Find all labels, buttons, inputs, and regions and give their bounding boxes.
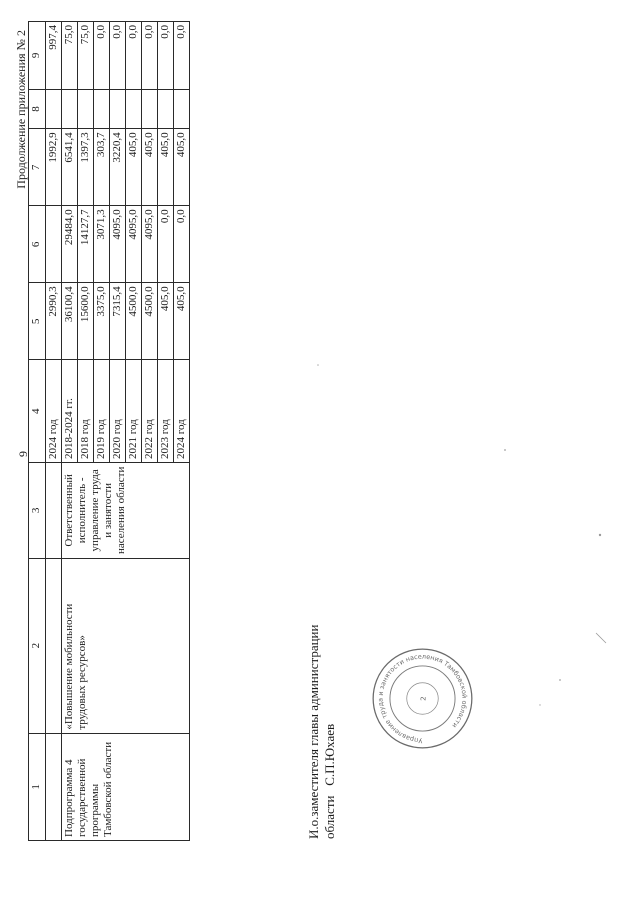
value-cell: 4095,0 [142, 206, 158, 283]
table-row [62, 22, 78, 841]
value-cell: 0,0 [174, 22, 190, 90]
column-number: 5 [29, 283, 46, 360]
subprogram-title-cell: «Повышение мобильности трудовых ресурсов» [62, 558, 190, 733]
column-number: 9 [29, 22, 46, 90]
value-cell: 0,0 [94, 22, 110, 90]
period-cell: 2023 год [158, 360, 174, 463]
period-cell: 2018-2024 гг. [62, 360, 78, 463]
value-cell [142, 89, 158, 129]
value-cell: 2990,3 [46, 283, 62, 360]
value-cell: 405,0 [158, 129, 174, 206]
value-cell: 4095,0 [126, 206, 142, 283]
value-cell [126, 89, 142, 129]
period-cell: 2019 год [94, 360, 110, 463]
value-cell: 405,0 [174, 283, 190, 360]
carry-over-row [46, 22, 62, 841]
signatory-position: И.о.заместителя главы администрации [306, 624, 321, 839]
value-cell [62, 89, 78, 129]
empty-cell [46, 558, 62, 733]
value-cell: 15600,0 [78, 283, 94, 360]
value-cell: 36100,4 [62, 283, 78, 360]
value-cell: 4095,0 [110, 206, 126, 283]
value-cell [94, 89, 110, 129]
value-cell: 4500,0 [142, 283, 158, 360]
value-cell: 3375,0 [94, 283, 110, 360]
value-cell: 0,0 [158, 206, 174, 283]
period-cell: 2024 год [46, 360, 62, 463]
value-cell: 0,0 [126, 22, 142, 90]
period-cell: 2022 год [142, 360, 158, 463]
value-cell: 0,0 [174, 206, 190, 283]
value-cell: 1397,3 [78, 129, 94, 206]
value-cell [174, 89, 190, 129]
period-cell: 2020 год [110, 360, 126, 463]
period-cell: 2021 год [126, 360, 142, 463]
official-stamp-seal [370, 646, 475, 751]
value-cell: 14127,7 [78, 206, 94, 283]
column-number: 7 [29, 129, 46, 206]
value-cell [158, 89, 174, 129]
value-cell: 75,0 [78, 22, 94, 90]
value-cell: 997,4 [46, 22, 62, 90]
signatory-name: С.П.Юхаев [322, 723, 337, 786]
value-cell: 4500,0 [126, 283, 142, 360]
value-cell: 405,0 [158, 283, 174, 360]
value-cell: 0,0 [142, 22, 158, 90]
signature-block [306, 625, 338, 839]
value-cell: 405,0 [126, 129, 142, 206]
empty-cell [46, 733, 62, 840]
column-number: 3 [29, 463, 46, 559]
value-cell: 3071,3 [94, 206, 110, 283]
value-cell [78, 89, 94, 129]
value-cell [46, 89, 62, 129]
svg-text:2: 2 [418, 696, 428, 701]
value-cell: 6541,4 [62, 129, 78, 206]
value-cell [46, 206, 62, 283]
column-number: 8 [29, 89, 46, 129]
value-cell: 3220,4 [110, 129, 126, 206]
value-cell: 75,0 [62, 22, 78, 90]
signatory-region: области [322, 795, 337, 839]
column-number: 4 [29, 360, 46, 463]
subprogram-name-cell: Подпрограмма 4 государственной программы Тамбовской области [62, 733, 190, 840]
value-cell: 405,0 [142, 129, 158, 206]
value-cell: 0,0 [158, 22, 174, 90]
stamp-text: Управление труда и занятости населения Тамбовской области [376, 652, 469, 745]
column-number: 2 [29, 558, 46, 733]
value-cell [110, 89, 126, 129]
executor-cell: Ответственный исполнитель - управление труда и занятости населения области [62, 463, 190, 559]
column-number-row [29, 22, 46, 841]
value-cell: 29484,0 [62, 206, 78, 283]
page-number: 9 [16, 451, 30, 457]
period-cell: 2024 год [174, 360, 190, 463]
value-cell: 7315,4 [110, 283, 126, 360]
value-cell: 303,7 [94, 129, 110, 206]
period-cell: 2018 год [78, 360, 94, 463]
value-cell: 0,0 [110, 22, 126, 90]
value-cell: 405,0 [174, 129, 190, 206]
appendix-continuation-note: Продолжение приложения № 2 [14, 30, 28, 189]
budget-table [28, 21, 190, 841]
column-number: 1 [29, 733, 46, 840]
empty-cell [46, 463, 62, 559]
value-cell: 1992,9 [46, 129, 62, 206]
column-number: 6 [29, 206, 46, 283]
